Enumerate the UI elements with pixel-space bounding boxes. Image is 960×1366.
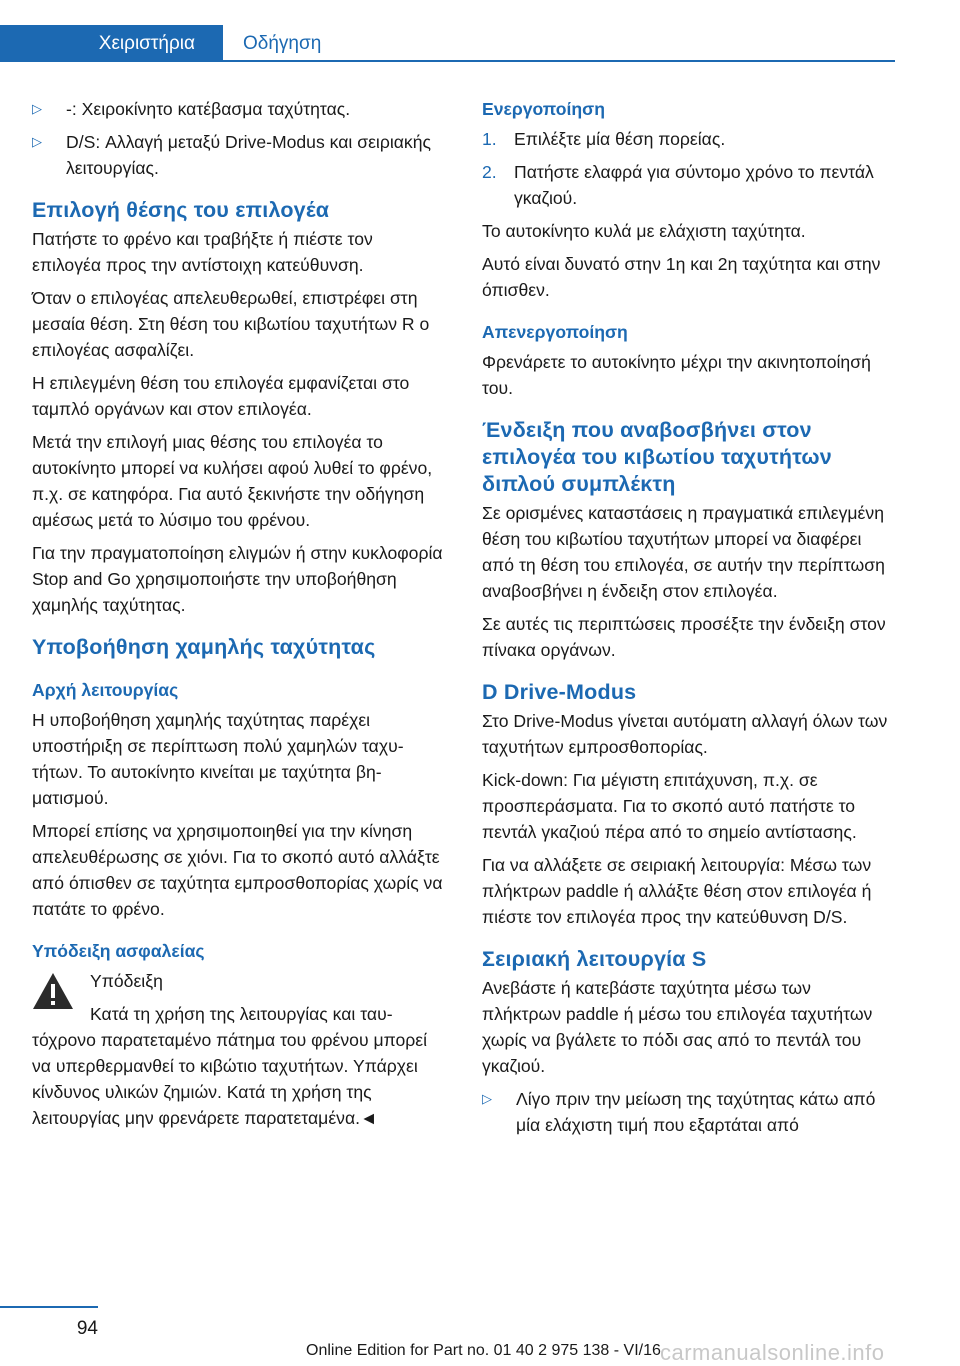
list-item <box>482 1086 894 1138</box>
page-number: 94 <box>76 1318 98 1339</box>
tab-controls[interactable]: Χειριστήρια <box>0 25 223 62</box>
paragraph: Στο Drive-Modus γίνεται αυτόματη αλλαγή όλων των ταχυτήτων εμπροσθοπορίας. <box>482 711 888 757</box>
left-column <box>32 96 444 1138</box>
footer-rule <box>0 1306 98 1308</box>
bullet-triangle-icon: ▷ <box>482 1091 492 1106</box>
bullet-triangle-icon: ▷ <box>32 101 42 116</box>
header-underline <box>223 60 895 62</box>
paragraph: Για την πραγματοποίηση ελιγμών ή στην κυκλοφορία Stop and Go χρησιμοποιήστε την υποβοήθηση χαμηλής ταχύτητας. <box>32 543 443 615</box>
paragraph: Πατήστε το φρένο και τραβήξτε ή πιέστε τον επιλογέα προς την αντίστοιχη κατεύθυνση. <box>32 229 373 275</box>
header-bar <box>0 25 895 62</box>
subsection-heading: Υπόδειξη ασφαλείας <box>32 941 205 961</box>
list-item-text: -: Χειροκίνητο κατέβασμα ταχύτητας. <box>66 99 351 119</box>
list-item <box>482 159 894 211</box>
subsection-heading: Απενεργοποίηση <box>482 322 628 342</box>
bullet-triangle-icon: ▷ <box>32 134 42 149</box>
list-item <box>32 129 444 181</box>
list-item-text: Επιλέξτε μία θέση πορείας. <box>514 129 726 149</box>
warning-box <box>32 968 444 1131</box>
section-heading: Επιλογή θέσης του επιλογέα <box>32 198 330 222</box>
paragraph: Αυτό είναι δυνατό στην 1η και 2η ταχύτητα και στην όπισθεν. <box>482 254 881 300</box>
paragraph: Σε ορισμένες καταστάσεις η πραγματικά επιλεγμένη θέση του κιβωτίου ταχυτήτων μπορεί να διαφέρει από τη θέση του επιλογέα, σε αυτήν την περίπτωση αναβοσβήνει η ένδειξη στον επιλογέα. <box>482 503 885 601</box>
step-number: 2. <box>482 162 497 182</box>
section-heading: D Drive-Modus <box>482 680 637 704</box>
warning-text: Κατά τη χρήση της λειτουργίας και ταυτόχρονο παρατεταμένο πάτημα του φρένου μπορεί να υπερθερμανθεί το κιβώτιο ταχυτήτων. Υπάρχει κίνδυνος υλικών ζημιών. Κατά τη χρήση της λειτουργίας μην φρενάρετε παρατεταμένα.◄ <box>32 1004 428 1128</box>
paragraph: Για να αλλάξετε σε σειριακή λειτουργία: Μέσω των πλήκτρων paddle ή αλλάξτε θέση στον επιλογέα ή πιέστε τον επιλογέα προς την κατεύθυνση D/S. <box>482 855 872 927</box>
section-heading: Ένδειξη που αναβοσβήνει στον επιλογέα του κιβωτίου ταχυτήτων διπλού συμπλέκτη <box>482 418 832 496</box>
edition-text: Online Edition for Part no. 01 40 2 975 138 - VI/16 <box>306 1342 661 1359</box>
tab-driving[interactable]: Οδήγηση <box>243 32 322 54</box>
list-item <box>32 96 444 122</box>
list-item-text: Πατήστε ελαφρά για σύντομο χρόνο το πεντάλ γκαζιού. <box>514 162 874 208</box>
right-column <box>482 96 894 1145</box>
paragraph: Σε αυτές τις περιπτώσεις προσέξτε την ένδειξη στον πίνακα οργάνων. <box>482 614 886 660</box>
paragraph: Η υποβοήθηση χαμηλής ταχύτητας παρέχει υποστήριξη σε περίπτωση πολύ χαμηλών ταχυτήτων. Το αυτοκίνητο κινείται με ταχύτητα βηματισμού. <box>32 710 404 808</box>
paragraph: Η επιλεγμένη θέση του επιλογέα εμφανίζεται στο ταμπλό οργάνων και στον επιλογέα. <box>32 373 410 419</box>
paragraph: Μπορεί επίσης να χρησιμοποιηθεί για την κίνηση απελευθέρωσης σε χιόνι. Για το σκοπό αυτό αλλάξτε από όπισθεν σε ταχύτητα εμπροσθοπορίας χωρίς να πατάτε το φρένο. <box>32 821 443 919</box>
paragraph: Φρενάρετε το αυτοκίνητο μέχρι την ακινητοποίησή του. <box>482 352 871 398</box>
warning-triangle-icon <box>32 972 74 1010</box>
list-item-text: Λίγο πριν την μείωση της ταχύτητας κάτω από μία ελάχιστη τιμή που εξαρτάται από <box>516 1089 876 1135</box>
watermark[interactable]: carmanualsonline.info <box>660 1340 885 1365</box>
section-heading: Υποβοήθηση χαμηλής ταχύτητας <box>32 635 376 659</box>
step-number: 1. <box>482 129 497 149</box>
warning-title: Υπόδειξη <box>90 971 163 991</box>
paragraph: Kick-down: Για μέγιστη επιτάχυνση, π.χ. σε προσπεράσματα. Για το σκοπό αυτό πατήστε το πεντάλ γκαζιού πέρα από το σημείο αντίστασης. <box>482 770 857 842</box>
section-heading: Σειριακή λειτουργία S <box>482 947 707 971</box>
list-item-text: D/S: Αλλαγή μεταξύ Drive-Modus και σειριακής λειτουργίας. <box>66 132 431 178</box>
list-item <box>482 126 894 152</box>
paragraph: Το αυτοκίνητο κυλά με ελάχιστη ταχύτητα. <box>482 221 806 241</box>
paragraph: Όταν ο επιλογέας απελευθερωθεί, επιστρέφει στη μεσαία θέση. Στη θέση του κιβωτίου ταχυτήτων R ο επιλογέας ασφαλίζει. <box>32 288 430 360</box>
paragraph: Μετά την επιλογή μιας θέσης του επιλογέα το αυτοκίνητο μπορεί να κυλήσει αφού λυθεί το φρένο, π.χ. σε κατηφόρα. Για αυτό ξεκινήστε την οδήγηση αμέσως μετά το λύσιμο του φρένου. <box>32 432 433 530</box>
paragraph: Ανεβάστε ή κατεβάστε ταχύτητα μέσω των πλήκτρων paddle ή μέσω του επιλογέα ταχυτήτων χωρίς να βγάλετε το πόδι σας από το πεντάλ του γκαζιού. <box>482 978 873 1076</box>
subsection-heading: Αρχή λειτουργίας <box>32 680 179 700</box>
subsection-heading: Ενεργοποίηση <box>482 99 605 119</box>
